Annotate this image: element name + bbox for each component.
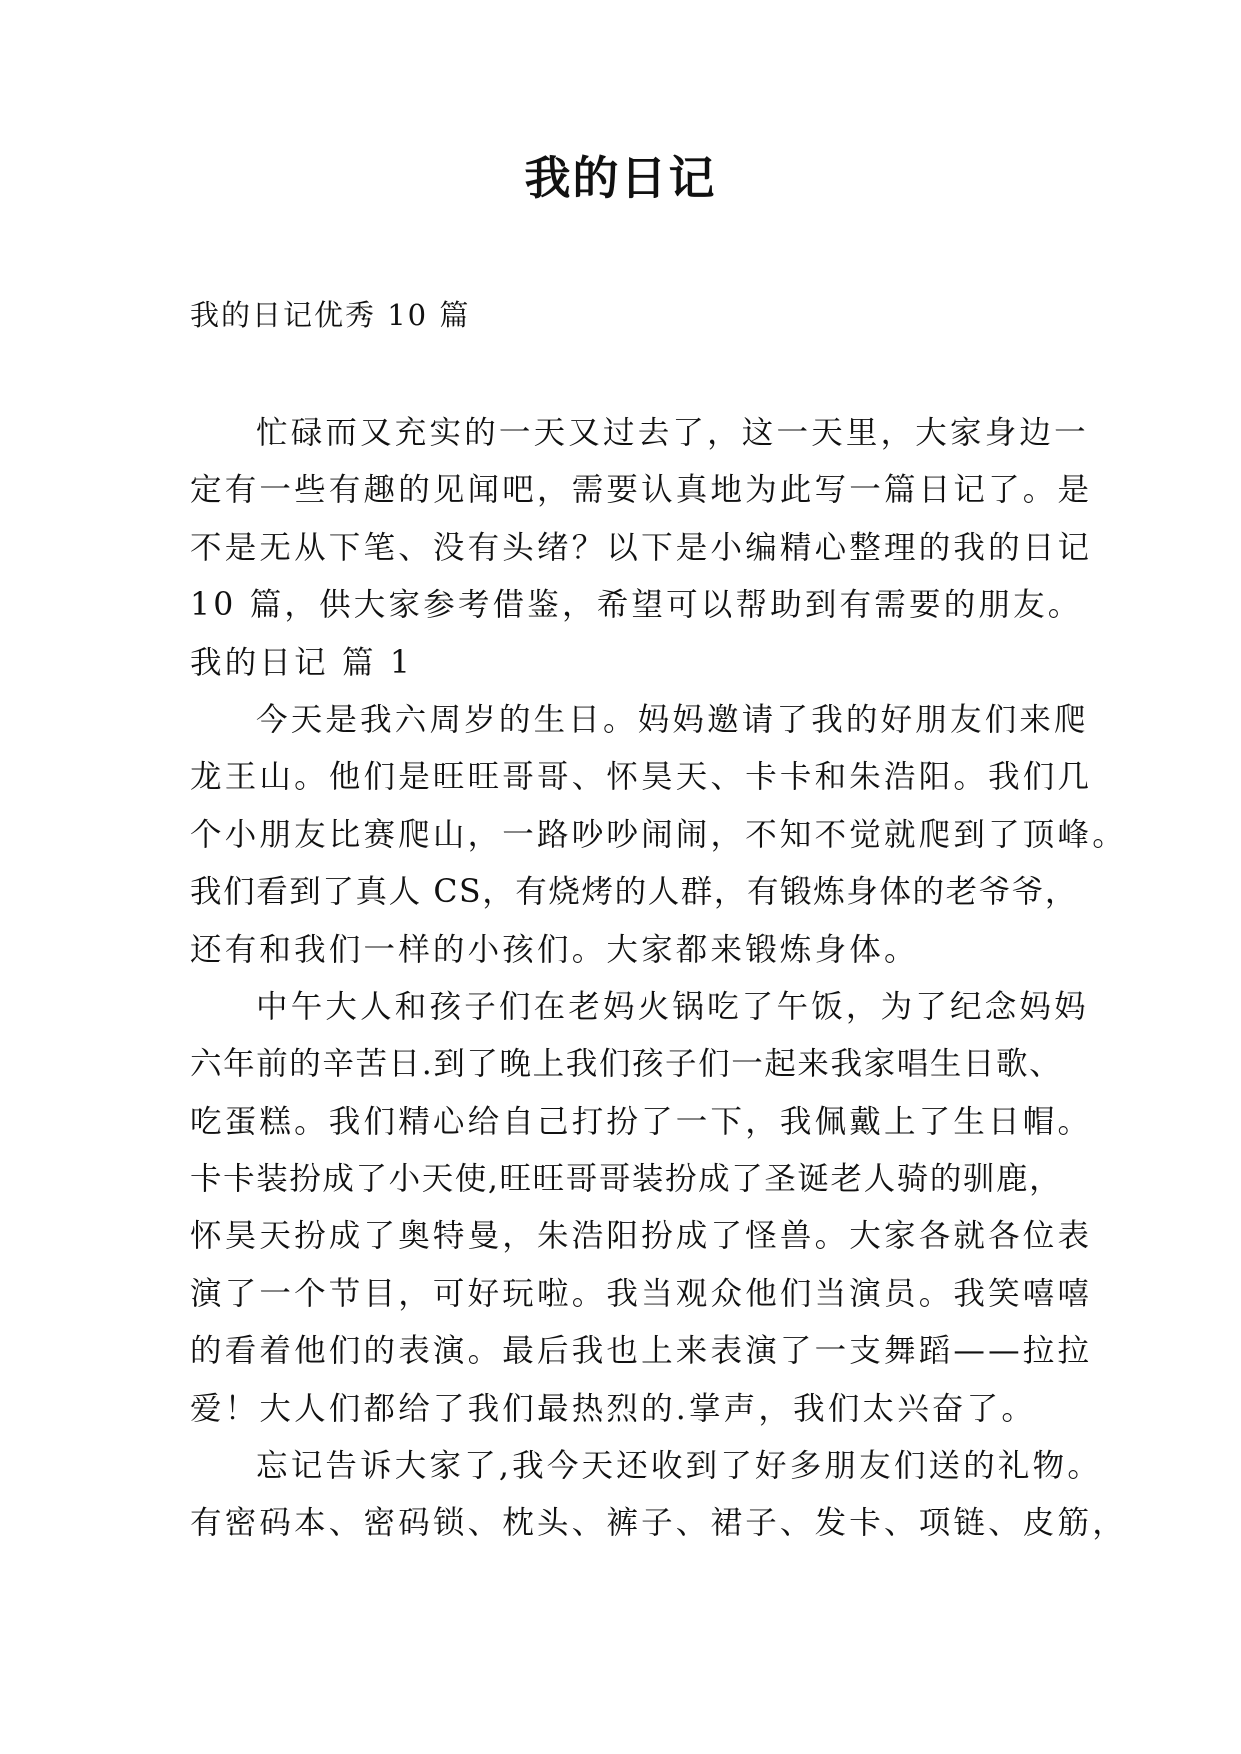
document-subtitle: 我的日记优秀 10 篇: [190, 298, 471, 332]
paragraph-line: 不是无从下笔、没有头绪？以下是小编精心整理的我的日记: [190, 529, 1093, 566]
paragraph-line: 中午大人和孩子们在老妈火锅吃了午饭，为了纪念妈妈: [256, 988, 1089, 1025]
paragraph-line: 忙碌而又充实的一天又过去了，这一天里，大家身边一: [256, 415, 1089, 451]
paragraph-line: 忘记告诉大家了,我今天还收到了好多朋友们送的礼物。: [256, 1448, 1103, 1485]
paragraph-line: 还有和我们一样的小孩们。大家都来锻炼身体。: [190, 931, 919, 968]
document-title: 我的日记: [524, 151, 717, 205]
paragraph-line: 吃蛋糕。我们精心给自己打扮了一下，我佩戴上了生日帽。: [190, 1103, 1093, 1140]
paragraph-line: 卡卡装扮成了小天使,旺旺哥哥装扮成了圣诞老人骑的驯鹿，: [190, 1161, 1063, 1198]
paragraph-line: 定有一些有趣的见闻吧，需要认真地为此写一篇日记了。是: [190, 472, 1093, 509]
paragraph-line: 爱！大人们都给了我们最热烈的.掌声，我们太兴奋了。: [190, 1390, 1037, 1427]
paragraph-line: 个小朋友比赛爬山，一路吵吵闹闹，不知不觉就爬到了顶峰。: [190, 816, 1127, 853]
paragraph-line: 的看着他们的表演。最后我也上来表演了一支舞蹈——拉拉: [190, 1333, 1093, 1370]
paragraph-line: 怀昊天扮成了奥特曼，朱浩阳扮成了怪兽。大家各就各位表: [190, 1218, 1093, 1255]
document-body: [190, 405, 1127, 1553]
paragraph-line: 演了一个节目，可好玩啦。我当观众他们当演员。我笑嘻嘻: [190, 1275, 1093, 1312]
section-heading: 我的日记 篇 1: [190, 644, 414, 681]
paragraph-line: 今天是我六周岁的生日。妈妈邀请了我的好朋友们来爬: [256, 701, 1089, 738]
paragraph-line: 有密码本、密码锁、枕头、裤子、裙子、发卡、项链、皮筋，: [190, 1505, 1127, 1542]
paragraph-line: 六年前的辛苦日.到了晚上我们孩子们一起来我家唱生日歌、: [190, 1046, 1063, 1083]
paragraph-line: 10 篇，供大家参考借鉴，希望可以帮助到有需要的朋友。: [190, 587, 1083, 624]
paragraph-line: 我们看到了真人 CS，有烧烤的人群，有锻炼身体的老爷爷，: [190, 874, 1078, 911]
paragraph-line: 龙王山。他们是旺旺哥哥、怀昊天、卡卡和朱浩阳。我们几: [190, 759, 1093, 796]
